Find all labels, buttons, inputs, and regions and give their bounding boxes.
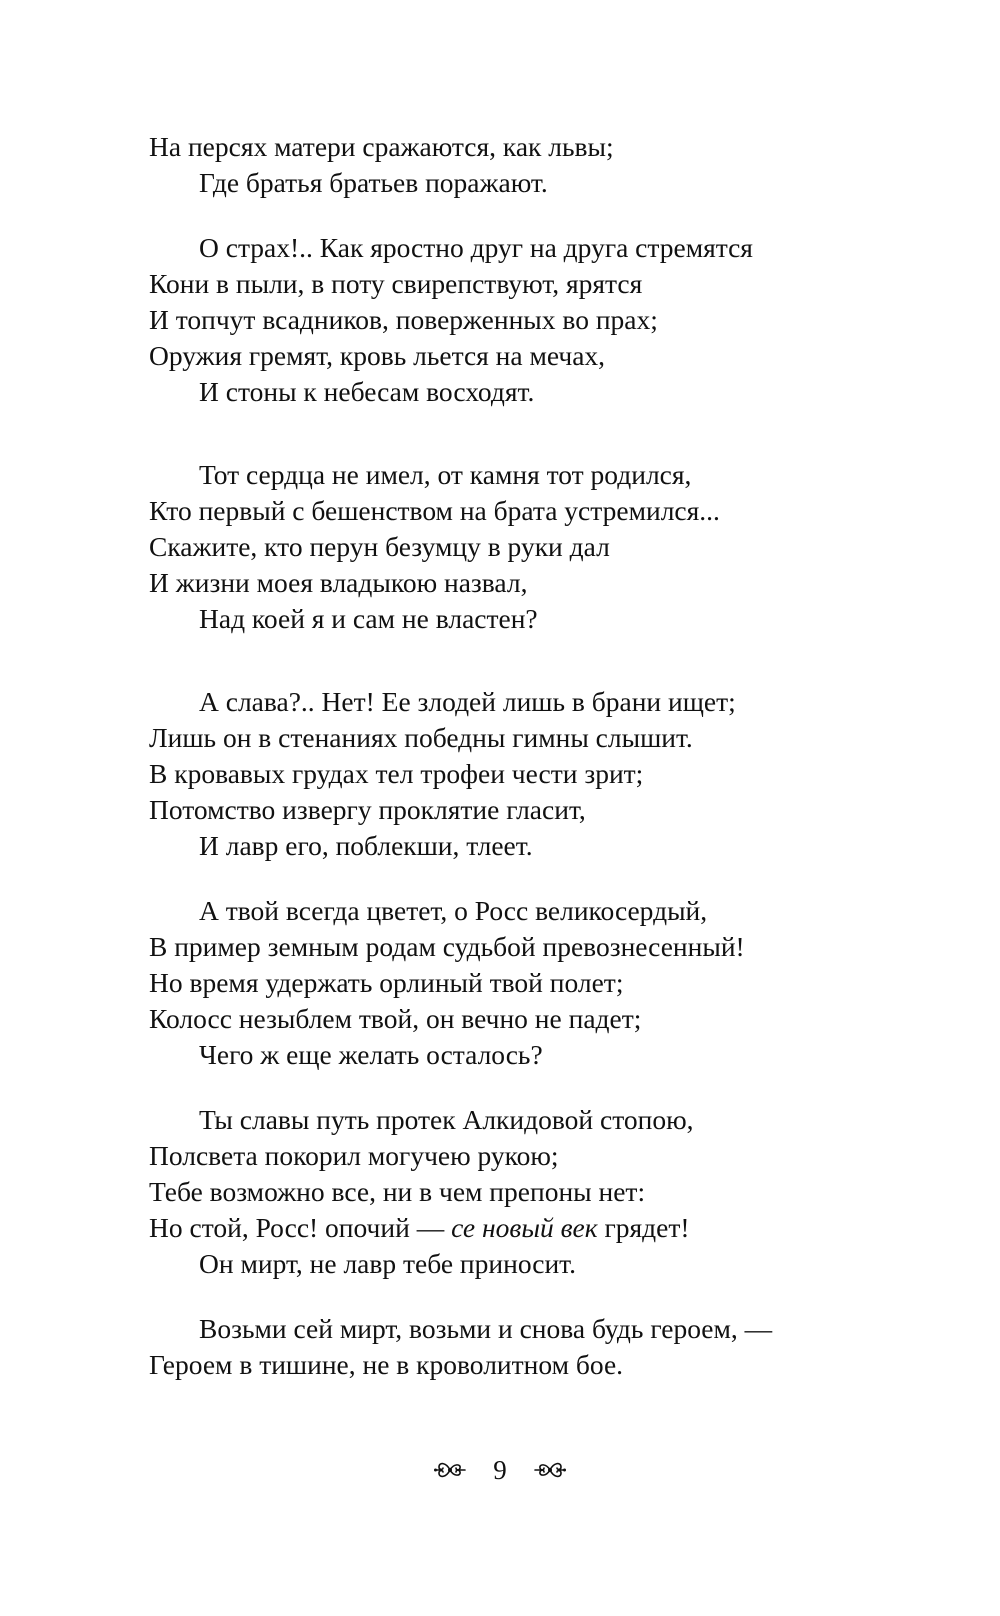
poem-line: Но время удержать орлиный твой полет; [149, 967, 624, 998]
page-number: 9 [493, 1455, 507, 1485]
poem-line: Полсвета покорил могучею рукою; [149, 1140, 559, 1171]
poem-line: О страх!.. Как яростно друг на друга стремятся [199, 232, 753, 263]
poem-line: И жизни моея владыкою назвал, [149, 567, 528, 598]
page-footer [0, 1450, 1000, 1490]
poem-line: Лишь он в стенаниях победны гимны слышит. [149, 722, 693, 753]
poem-line: В пример земным родам судьбой превознесенный! [149, 931, 745, 962]
poem-line: На персях матери сражаются, как львы; [149, 131, 614, 162]
stanza [149, 230, 909, 410]
poem-line: А слава?.. Нет! Ее злодей лишь в брани ищет; [199, 686, 736, 717]
poem-line: В кровавых грудах тел трофеи чести зрит; [149, 758, 644, 789]
line-text: Но стой, Росс! опочий — [149, 1212, 452, 1243]
poem-line: Кто первый с бешенством на брата устремился... [149, 495, 720, 526]
stanza [149, 129, 909, 201]
stanza [149, 684, 909, 864]
poem-line: Тот сердца не имел, от камня тот родился, [199, 459, 692, 490]
poem-line [149, 1210, 909, 1246]
stanza [149, 1311, 909, 1383]
poem-line: Потомство извергу проклятие гласит, [149, 794, 586, 825]
stanza [149, 1102, 909, 1282]
fleuron-left-icon [433, 1457, 467, 1483]
poem-line: Скажите, кто перун безумцу в руки дал [149, 531, 610, 562]
stanza [149, 457, 909, 637]
poem-line: Он мирт, не лавр тебе приносит. [199, 1248, 577, 1279]
poem-line: Оружия гремят, кровь льется на мечах, [149, 340, 606, 371]
poem-line: Кони в пыли, в поту свирепствуют, ярятся [149, 268, 643, 299]
poem-line: Над коей я и сам не властен? [199, 603, 538, 634]
poem-line: И стоны к небесам восходят. [199, 376, 535, 407]
poem-line: И топчут всадников, поверженных во прах; [149, 304, 658, 335]
poem-line: Колосс незыблем твой, он вечно не падет; [149, 1003, 642, 1034]
italic-phrase: се новый век [451, 1212, 598, 1243]
poem-line: Ты славы путь протек Алкидовой стопою, [199, 1104, 694, 1135]
fleuron-right-icon [533, 1457, 567, 1483]
poem-line: Где братья братьев поражают. [199, 167, 548, 198]
poem-line: И лавр его, поблекши, тлеет. [199, 830, 533, 861]
poem-line: А твой всегда цветет, о Росс великосердый, [199, 895, 708, 926]
poem-line: Героем в тишине, не в кроволитном бое. [149, 1349, 624, 1380]
poem-text [149, 129, 909, 1383]
poem-line: Тебе возможно все, ни в чем препоны нет: [149, 1176, 646, 1207]
poem-line: Чего ж еще желать осталось? [199, 1039, 543, 1070]
stanza [149, 893, 909, 1073]
poem-line: Возьми сей мирт, возьми и снова будь героем, — [199, 1313, 773, 1344]
line-text: грядет! [597, 1212, 690, 1243]
